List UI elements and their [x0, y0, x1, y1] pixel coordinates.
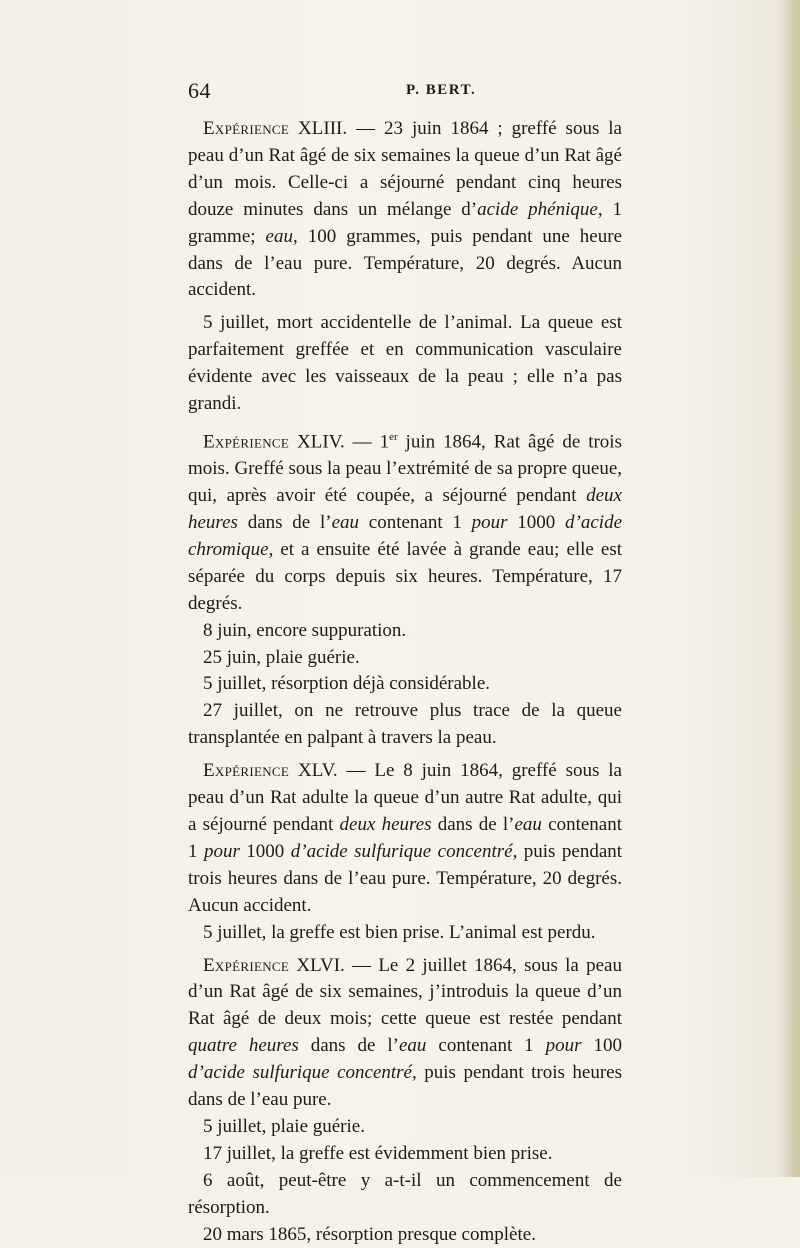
text-run: contenant 1 [188, 813, 622, 862]
text-run: juin 1864, Rat âgé de trois mois. Greffé sous la peau l’extrémité de sa propre queue, qui, après avoir été coupée, a séjourné pendant [188, 431, 622, 507]
page-header [188, 78, 620, 104]
text-run: 1000 [239, 840, 291, 862]
experience-label: Expérience [203, 760, 290, 782]
page-number: 64 [188, 78, 211, 103]
experience-xlvi-note: 20 mars 1865, résorption presque complète. [203, 1223, 536, 1245]
italic-run: deux heures [188, 485, 622, 534]
text-run: , puis pendant trois heures dans de l’eau pure. [188, 1062, 623, 1111]
running-head: P. BERT. [406, 82, 477, 98]
text-run: , 100 grammes, puis pendant une heure dans de l’eau pure. Température, 20 degrés. Aucun accident. [188, 225, 623, 301]
experience-xlv-note: 5 juillet, la greffe est bien prise. L’animal est perdu. [203, 921, 596, 943]
experience-xlvi-note: 17 juillet, la greffe est évidemment bien prise. [203, 1142, 553, 1164]
text-run: XLIV. — 1 [289, 431, 390, 453]
italic-run: d’acide sulfurique concentré [188, 1062, 412, 1084]
italic-run: d’acide sulfurique concentré [290, 840, 513, 862]
experience-xliv-note: 8 juin, encore suppuration. [203, 619, 407, 641]
experience-xlv [188, 758, 622, 919]
experience-xlvi-note: 6 août, peut-être y a-t-il un commencement de résorption. [188, 1169, 622, 1218]
italic-run: acide phénique [477, 198, 598, 220]
italic-run: eau [331, 512, 360, 534]
experience-xlvi-note: 5 juillet, plaie guérie. [203, 1115, 365, 1137]
text-run: XLV. — Le 8 juin 1864, greffé sous la peau d’un Rat adulte la queue d’un autre Rat adulte, qui a séjourné pendant [188, 760, 622, 835]
text-run: , puis pendant trois heures dans de l’eau pure. Température, 20 degrés. Aucun accident. [188, 840, 623, 916]
text-run: contenant 1 [359, 512, 472, 534]
experience-xliii [188, 116, 622, 304]
experience-label: Expérience [203, 118, 290, 139]
text-run: XLIII. — 23 juin 1864 ; greffé sous la peau d’un Rat âgé de six semaines la queue d’un Rat âgé d’un mois. Celle-ci a séjourné pendant cinq heures douze minutes dans un mélange d’ [188, 118, 622, 220]
experience-label: Expérience [203, 431, 290, 453]
italic-run: deux heures [339, 813, 432, 835]
text-run: contenant 1 [426, 1035, 546, 1057]
text-run: XLVI. — Le 2 juillet 1864, sous la peau d’un Rat âgé de six semaines, j’introduis la queue d’un Rat âgé de deux mois; cette queue est restée pendant [188, 954, 622, 1030]
experience-xlvi [188, 953, 622, 1114]
italic-run: quatre heures [188, 1035, 299, 1057]
superscript: er [389, 430, 398, 443]
text-run: 1000 [507, 512, 566, 534]
text-run: dans de l’ [431, 813, 515, 835]
text-run: , et a ensuite été lavée à grande eau; elle est séparée du corps depuis six heures. Température, 17 degrés. [188, 538, 622, 614]
experience-xliv-note: 27 juillet, on ne retrouve plus trace de la queue transplantée en palpant à travers la peau. [188, 700, 622, 749]
body-text [188, 116, 622, 1248]
text-run: dans de l’ [237, 512, 332, 534]
italic-run: eau [399, 1035, 427, 1057]
italic-run: eau [265, 225, 293, 247]
experience-xliv [188, 424, 622, 618]
page-edge-shadow [782, 0, 800, 1177]
experience-xliii-note: 5 juillet, mort accidentelle de l’animal. La queue est parfaitement greffée et en communication vasculaire évidente avec les vaisseaux de la peau ; elle n’a pas grandi. [188, 312, 622, 415]
italic-run: pour [203, 840, 240, 862]
text-run: 100 [581, 1035, 622, 1057]
italic-run: eau [514, 813, 542, 835]
italic-run: d’acide chromique [188, 512, 623, 560]
experience-xliv-note: 25 juin, plaie guérie. [203, 646, 360, 668]
experience-label: Expérience [203, 954, 290, 976]
experience-xliv-note: 5 juillet, résorption déjà considérable. [203, 673, 491, 695]
italic-run: pour [471, 512, 508, 534]
text-run: , 1 gramme; [188, 198, 623, 247]
text-run: dans de l’ [298, 1035, 399, 1057]
italic-run: pour [545, 1035, 582, 1057]
